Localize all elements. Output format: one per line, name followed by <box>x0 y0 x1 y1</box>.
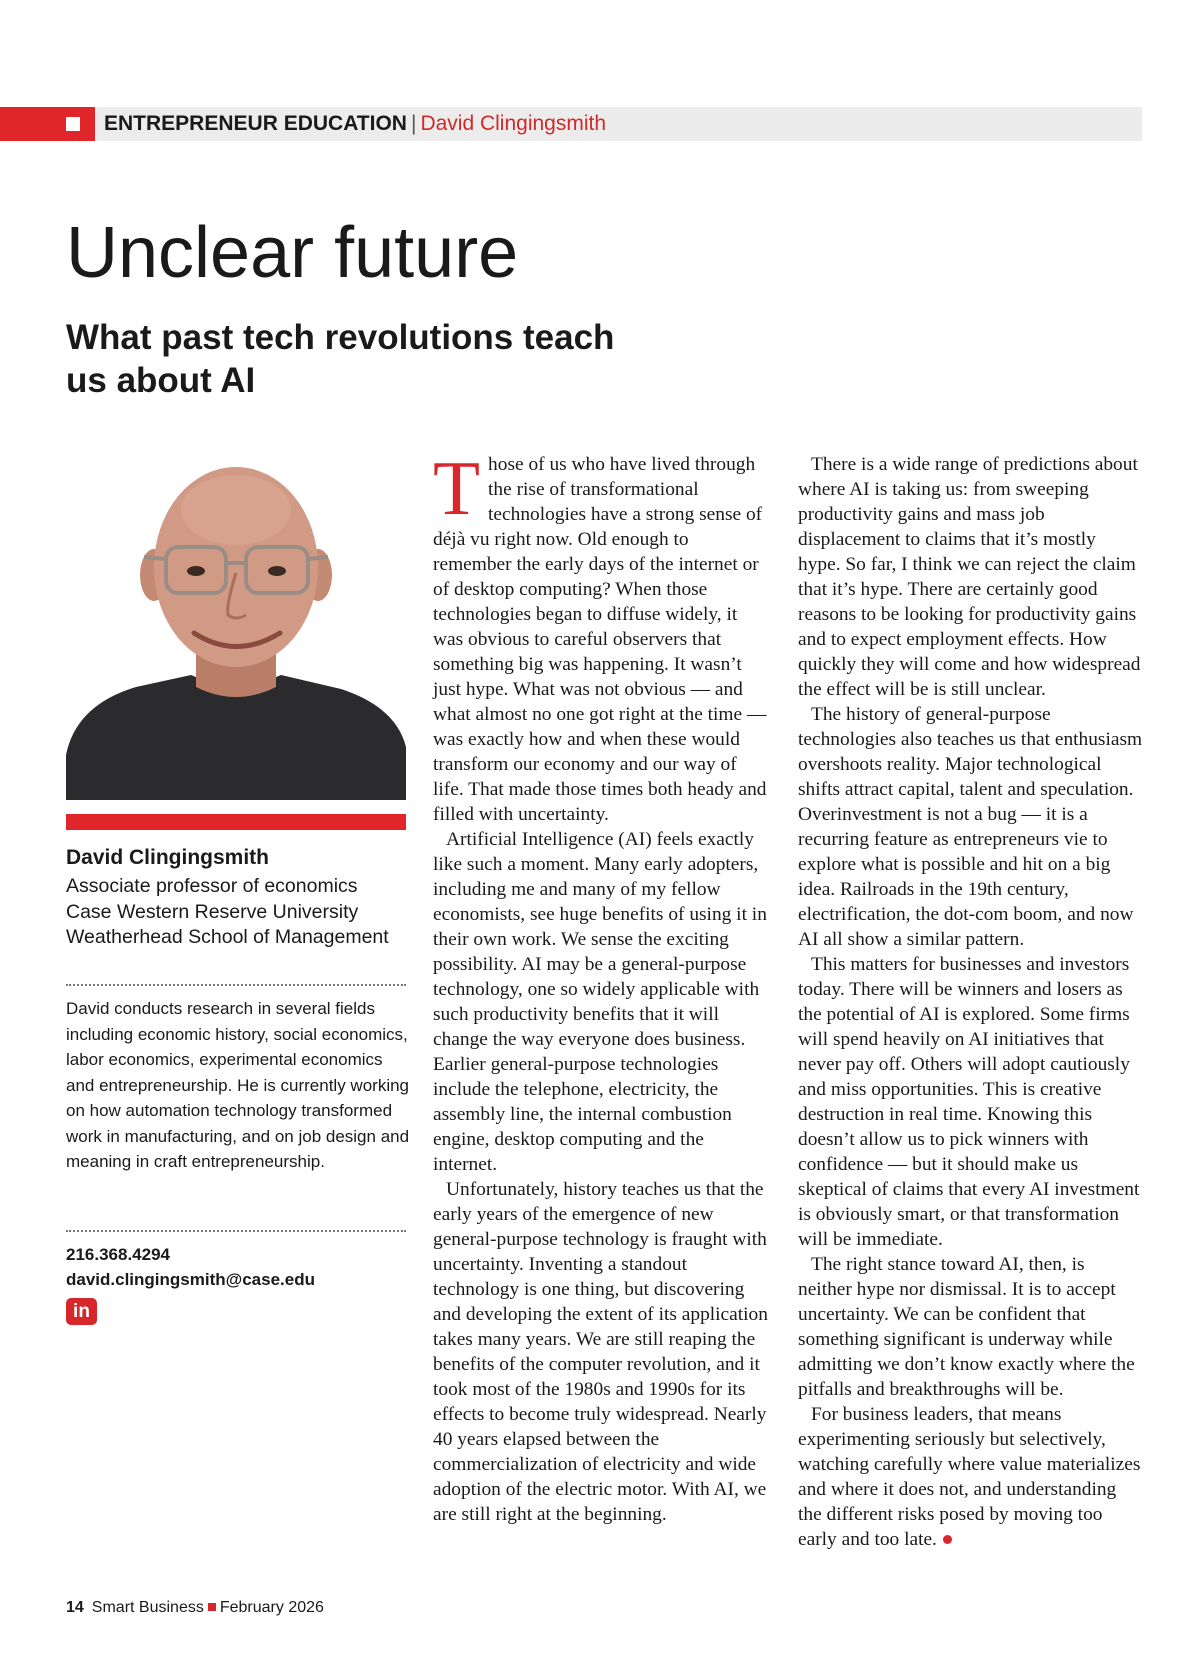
footer-square-icon <box>208 1603 216 1611</box>
paragraph: There is a wide range of predictions about where AI is taking us: from sweeping productivity gains and mass job displacement to claims that it’s mostly hype. So far, I think we can reject the claim that it’s hype. There are certainly good reasons to be looking for productivity gains and to expect employment effects. How quickly they will come and how widespread the effect will be is still unclear. <box>798 454 1141 700</box>
contact-divider <box>66 1230 406 1232</box>
linkedin-icon[interactable]: in <box>66 1298 97 1325</box>
paragraph: This matters for businesses and investors today. There will be winners and losers as the potential of AI is explored. Some firms will spend heavily on AI initiatives that never pay off. Others will adopt cautiously and miss opportunities. This is creative destruction in real time. Knowing this doesn’t allow us to pick winners with confidence — but it should make us skeptical of claims that every AI investment is obviously smart, or that transformation will be immediate. <box>798 954 1140 1250</box>
article-column-1 <box>433 445 768 1527</box>
contact-block <box>66 1242 315 1292</box>
header-square-icon <box>66 117 80 131</box>
bio-role: Associate professor of economics Case Western Reserve University Weatherhead School of Management <box>66 875 389 948</box>
bio-accent-rule <box>66 814 406 830</box>
issue-date: February 2026 <box>219 1599 324 1616</box>
email-address[interactable]: david.clingingsmith@case.edu <box>66 1270 315 1289</box>
phone-number: 216.368.4294 <box>66 1245 170 1264</box>
publication-name: Smart Business <box>91 1599 204 1616</box>
page-number: 14 <box>66 1599 84 1616</box>
article-column-2 <box>798 452 1143 1552</box>
bio-name: David Clingingsmith <box>66 846 270 869</box>
bio-text: David conducts research in several fields including economic history, social economics, labor economics, experimental economics and entrepreneurship. He is currently working on how automation technology transformed work in manufacturing, and on job design and meaning in craft entrepreneurship. <box>66 999 410 1171</box>
header-separator: | <box>410 112 417 135</box>
paragraph <box>798 1402 1143 1552</box>
paragraph: The right stance toward AI, then, is neither hype nor dismissal. It is to accept uncertainty. We can be confident that something significant is underway while admitting we don’t know exactly where the pitfalls and breakthroughs will be. <box>798 1254 1135 1400</box>
end-mark-icon <box>943 1535 952 1544</box>
paragraph-text: For business leaders, that means experimenting seriously but selectively, watching carefully where value materializes and where it does not, and understanding the different risks posed by moving too early and too late. <box>798 1404 1141 1550</box>
paragraph: The history of general-purpose technologies also teaches us that enthusiasm overshoots reality. Major technological shifts attract capital, talent and speculation. Overinvestment is not a bug — it is a recurring feature as entrepreneurs vie to explore what is possible and hit on a big idea. Railroads in the 19th century, electrification, the dot-com boom, and now AI all show a similar pattern. <box>798 704 1143 950</box>
drop-cap: T <box>433 445 481 531</box>
bio-divider <box>66 984 406 986</box>
article-deck: What past tech revolutions teach us about AI <box>66 318 615 400</box>
paragraph <box>433 445 768 827</box>
article-title: Unclear future <box>66 213 519 293</box>
paragraph: Unfortunately, history teaches us that the early years of the emergence of new general-purpose technology is fraught with uncertainty. Inventing a standout technology is one thing, but discovering and developing the extent of its application takes many years. We are still reaping the benefits of the computer revolution, and it took most of the 1980s and 1990s for its effects to become truly widespread. Nearly 40 years elapsed between the commercialization of electricity and wide adoption of the electric motor. With AI, we are still right at the beginning. <box>433 1179 768 1525</box>
section-name: ENTREPRENEUR EDUCATION <box>104 112 407 135</box>
page-footer <box>66 1599 324 1617</box>
paragraph-text: hose of us who have lived through the rise of transformational technologies have a strong sense of déjà vu right now. Old enough to remember the early days of the internet or of desktop computing? When those technologies began to diffuse widely, it was obvious to careful observers that something big was happening. It wasn’t just hype. What was not obvious — and what almost no one got right at the time — was exactly how and when these would transform our economy and our way of life. That made those times both heady and filled with uncertainty. <box>433 454 767 825</box>
author-photo <box>66 455 406 800</box>
header-accent-bar <box>0 107 95 141</box>
paragraph: Artificial Intelligence (AI) feels exactly like such a moment. Many early adopters, including me and many of my fellow economists, see huge benefits of using it in their own work. We sense the exciting possibility. AI may be a general-purpose technology, one so widely applicable with such productivity benefits that it will change the way everyone does business. Earlier general-purpose technologies include the telephone, electricity, the assembly line, the internal combustion engine, desktop computing and the internet. <box>433 829 767 1175</box>
header-label <box>104 107 606 141</box>
header-author: David Clingingsmith <box>420 112 607 135</box>
